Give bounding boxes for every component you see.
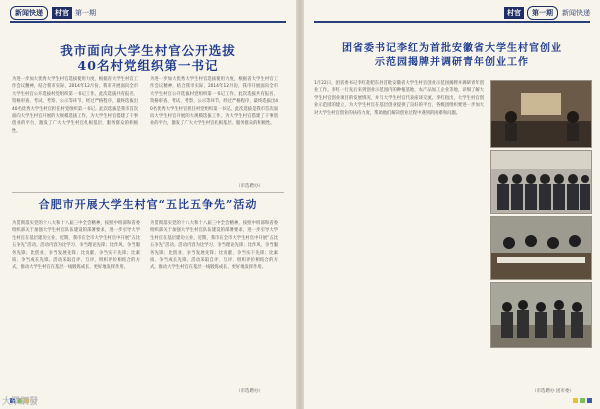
right-article-title: 团省委书记李红为首批安徽省大学生村官创业 示范园揭牌并调研青年创业工作: [342, 43, 562, 68]
header-rule: [10, 21, 286, 23]
header-rule-right: [314, 21, 590, 23]
right-article-body: 1月22日，团省委书记李红赴肥东县首批安徽省大学生村官创业示范园揭牌并调研青年创业工作。李红一行先后来到创业示范园内的种植基地、农产品加工企业等地，详细了解大学生村官创业项目的发展情况，并与大学生村官代表座谈交流。李红指出，大学生村官创业示范园的建立，为大学生村官在基层创业提供了良好的平台，各级团组织要进一步加大对大学生村官创业的扶持力度，帮助他们解决创业过程中遇到的困难和问题。: [314, 81, 484, 116]
page-gutter: [296, 0, 304, 409]
watermark: 大眾網發: [2, 397, 39, 407]
section-sub: 第一期: [75, 9, 96, 17]
article2-title: 合肥市开展大学生村官“五比五争先”活动: [38, 198, 258, 211]
article2-body-col2: 为贯彻落实党的十八大和十八届三中全会精神，按照中组部和省委组织部关于加强大学生村官队伍建设的部署要求，进一步引导大学生村官在基层建功立业，近期，我市在全市大学生村官中开展“五比五争先”活动。活动内容为比学习、争当理论先锋；比作风、争当服务先锋；比创业、争当发展先锋；比贡献、争当实干先锋；比素质、争当成长先锋。活动采取自评、互评、组织评价相结合的方式，推动大学生村官在基层一线锻炼成长，更好地发挥作用。: [150, 221, 278, 271]
photo-plaque-unveiling: [490, 80, 592, 148]
brand-logo-right: 村官: [504, 7, 524, 19]
left-page: [0, 0, 296, 409]
article1-body-col2: 为进一步加大优秀大学生村官选拔使用力度，根据省大学生村官工作会议精神，结合我市实际，2014年12月份，我市开展面向全市大学生村官公开选拔村党组织第一书记工作。此次选拔共有报名、资格审查、考试、考察、公示等环节，经过严格程序，最终选拔出40名优秀大学生村官担任村党组织第一书记。此次选拔是我市首次面向大学生村官开展的大规模选拔工作，为大学生村官搭建了干事创业的平台，激发了广大大学生村官扎根基层、服务群众的积极性。: [150, 77, 278, 127]
article2-source: （市选聘办）: [236, 389, 263, 394]
photo-meeting: [490, 216, 592, 280]
color-blocks-right: [573, 398, 592, 403]
section-sub-right: 第一期: [527, 6, 558, 20]
right-header: [504, 6, 590, 18]
section-tag-right: 新闻快递: [562, 9, 590, 17]
photo-group: [490, 150, 592, 214]
left-header: [10, 6, 96, 18]
article1-body-col1: 为进一步加大优秀大学生村官选拔使用力度，根据省大学生村官工作会议精神，结合我市实际，2014年12月份，我市开展面向全市大学生村官公开选拔村党组织第一书记工作。此次选拔共有报名、资格审查、考试、考察、公示等环节，经过严格程序，最终选拔出40名优秀大学生村官担任村党组织第一书记。此次选拔是我市首次面向大学生村官开展的大规模选拔工作，为大学生村官搭建了干事创业的平台，激发了广大大学生村官扎根基层、服务群众的积极性。: [12, 77, 138, 134]
photo-field-visit: [490, 282, 592, 348]
article-separator: [12, 192, 284, 193]
right-page: [304, 0, 600, 409]
article1-title: 我市面向大学生村官公开选拔 40名村党组织第一书记: [60, 43, 236, 73]
right-article-source: （市选聘办 团市委）: [532, 389, 574, 394]
article2-body-col1: 为贯彻落实党的十八大和十八届三中全会精神，按照中组部和省委组织部关于加强大学生村官队伍建设的部署要求，进一步引导大学生村官在基层建功立业，近期，我市在全市大学生村官中开展“五比五争先”活动。活动内容为比学习、争当理论先锋；比作风、争当服务先锋；比创业、争当发展先锋；比贡献、争当实干先锋；比素质、争当成长先锋。活动采取自评、互评、组织评价相结合的方式，推动大学生村官在基层一线锻炼成长，更好地发挥作用。: [12, 221, 140, 271]
section-tag: 新闻快递: [10, 6, 48, 20]
brand-logo: 村官: [52, 7, 72, 19]
article1-source: （市选聘办）: [236, 184, 263, 189]
